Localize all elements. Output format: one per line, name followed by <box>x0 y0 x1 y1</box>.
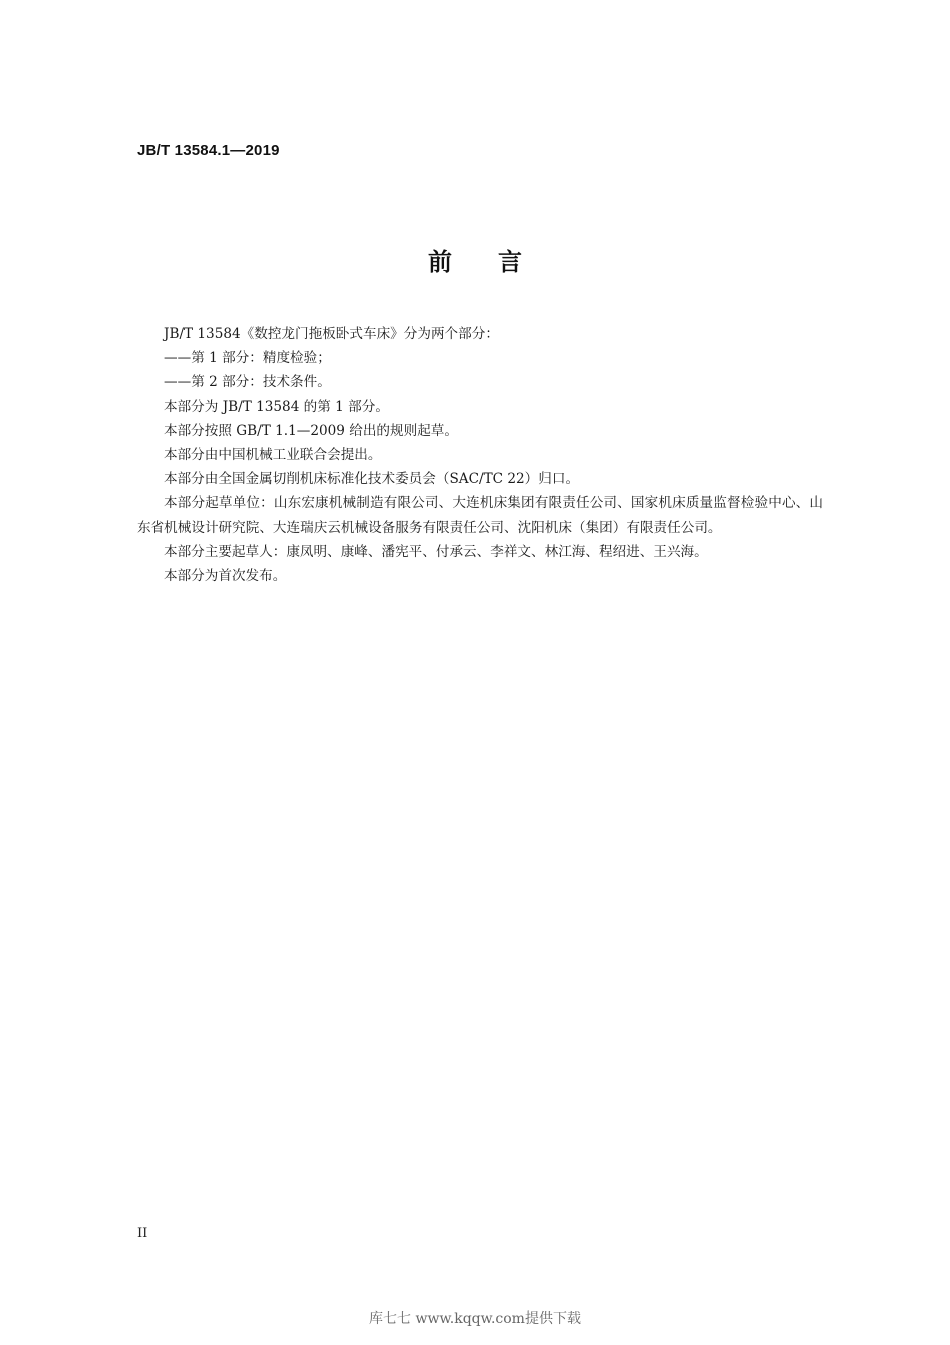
download-footer: 库七七 www.kqqw.com提供下载 <box>369 1311 581 1327</box>
paragraph-first-release: 本部分为首次发布。 <box>164 568 287 585</box>
paragraph-drafting-units: 本部分起草单位：山东宏康机械制造有限公司、大连机床集团有限责任公司、国家机床质量监督检验中心、山东省机械设计研究院、大连瑞庆云机械设备服务有限责任公司、沈阳机床（集团）有限责任公司。 <box>137 495 823 536</box>
paragraph-proposer: 本部分由中国机械工业联合会提出。 <box>164 447 382 464</box>
standard-code: JB/T 13584.1—2019 <box>137 142 280 159</box>
paragraph-part-1: ——第 1 部分：精度检验； <box>164 350 331 367</box>
title-char-1: 前 <box>428 248 452 276</box>
paragraph-part-scope: 本部分为 JB/T 13584 的第 1 部分。 <box>164 398 389 415</box>
paragraph-drafting-rules: 本部分按照 GB/T 1.1—2009 给出的规则起草。 <box>164 422 458 439</box>
title-char-2: 言 <box>498 248 522 276</box>
paragraph-committee: 本部分由全国金属切削机床标准化技术委员会（SAC/TC 22）归口。 <box>164 471 580 488</box>
page-number: II <box>137 1226 148 1241</box>
page-title <box>0 242 950 277</box>
paragraph-part-2: ——第 2 部分：技术条件。 <box>164 374 331 391</box>
paragraph-parts-intro: JB/T 13584《数控龙门拖板卧式车床》分为两个部分： <box>164 326 499 342</box>
paragraph-drafters: 本部分主要起草人：康凤明、康峰、潘宪平、付承云、李祥文、林江海、程绍进、王兴海。 <box>164 543 708 560</box>
foreword-body <box>137 322 823 588</box>
